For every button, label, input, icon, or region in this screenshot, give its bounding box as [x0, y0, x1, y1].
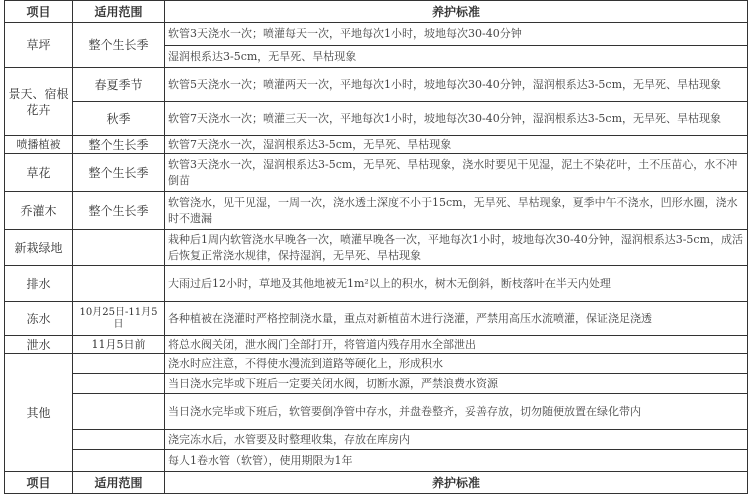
scope-cell: 整个生长季 — [73, 136, 165, 154]
table-row — [5, 230, 748, 266]
standard-cell: 软管3天浇水一次；喷灌每天一次，平地每次1小时，坡地每次30-40分钟 — [165, 23, 748, 46]
item-cell: 新栽绿地 — [5, 230, 73, 266]
footer-header-item: 项目 — [5, 472, 73, 494]
table-header-row — [5, 1, 748, 23]
standard-cell: 软管7天浇水一次，湿润根系达3-5cm，无旱死、旱枯现象 — [165, 136, 748, 154]
item-cell: 喷播植被 — [5, 136, 73, 154]
standard-cell: 浇水时应注意，不得使水漫流到道路等硬化上，形成积水 — [165, 354, 748, 374]
standard-cell: 软管7天浇水一次；喷灌三天一次，平地每次1小时，坡地每次30-40分钟，湿润根系达3-5cm，无旱死、旱枯现象 — [165, 102, 748, 136]
table-row — [5, 336, 748, 354]
scope-cell — [73, 374, 165, 394]
table-row — [5, 374, 748, 394]
item-cell: 排水 — [5, 266, 73, 302]
table-row — [5, 154, 748, 192]
item-cell: 泄水 — [5, 336, 73, 354]
scope-cell — [73, 394, 165, 430]
scope-cell: 春夏季节 — [73, 68, 165, 102]
table-row — [5, 450, 748, 472]
table-row — [5, 266, 748, 302]
standard-cell: 软管浇水，见干见湿，一周一次，浇水透土深度不小于15cm，无旱死、旱枯现象，夏季中午不浇水，凹形水圈，浇水时不遗漏 — [165, 192, 748, 230]
table-row — [5, 430, 748, 450]
item-cell: 草花 — [5, 154, 73, 192]
footer-header-scope: 适用范围 — [73, 472, 165, 494]
header-item: 项目 — [5, 1, 73, 23]
table-row — [5, 354, 748, 374]
table-row — [5, 302, 748, 336]
standard-cell: 软管5天浇水一次；喷灌两天一次，平地每次1小时，坡地每次30-40分钟，湿润根系达3-5cm，无旱死、旱枯现象 — [165, 68, 748, 102]
table-row — [5, 23, 748, 46]
table-row — [5, 102, 748, 136]
standard-cell: 浇完冻水后，水管要及时整理收集，存放在库房内 — [165, 430, 748, 450]
table-row — [5, 394, 748, 430]
scope-cell: 整个生长季 — [73, 192, 165, 230]
maintenance-standards-table — [4, 0, 748, 494]
standard-cell: 大雨过后12小时，草地及其他地被无1m²以上的积水，树木无倒斜，断枝落叶在半天内处理 — [165, 266, 748, 302]
item-cell: 乔灌木 — [5, 192, 73, 230]
table-row — [5, 136, 748, 154]
scope-cell — [73, 354, 165, 374]
standard-cell: 每人1卷水管（软管），使用期限为1年 — [165, 450, 748, 472]
scope-cell — [73, 450, 165, 472]
footer-header-standard: 养护标准 — [165, 472, 748, 494]
item-cell: 景天、宿根花卉 — [5, 68, 73, 136]
scope-cell — [73, 230, 165, 266]
item-cell: 其他 — [5, 354, 73, 472]
item-cell: 冻水 — [5, 302, 73, 336]
scope-cell: 11月5日前 — [73, 336, 165, 354]
standard-cell: 各种植被在浇灌时严格控制浇水量，重点对新植苗木进行浇灌，严禁用高压水流喷灌，保证浇足浇透 — [165, 302, 748, 336]
scope-cell — [73, 430, 165, 450]
standard-cell: 栽种后1周内软管浇水早晚各一次，喷灌早晚各一次，平地每次1小时，坡地每次30-40分钟，湿润根系达3-5cm，成活后恢复正常浇水规律，保持湿润，无旱死、旱枯现象 — [165, 230, 748, 266]
scope-cell: 秋季 — [73, 102, 165, 136]
standard-cell: 湿润根系达3-5cm，无旱死、旱枯现象 — [165, 46, 748, 68]
table-row — [5, 68, 748, 102]
scope-cell: 整个生长季 — [73, 23, 165, 68]
standard-cell: 当日浇水完毕或下班后，软管要倒净管中存水，并盘卷整齐，妥善存放，切勿随便放置在绿化带内 — [165, 394, 748, 430]
standard-cell: 软管3天浇水一次，湿润根系达3-5cm，无旱死、旱枯现象，浇水时要见干见湿，泥土不染花叶，土不压苗心，水不冲倒苗 — [165, 154, 748, 192]
table-row — [5, 192, 748, 230]
scope-cell: 整个生长季 — [73, 154, 165, 192]
header-standard: 养护标准 — [165, 1, 748, 23]
scope-cell — [73, 266, 165, 302]
scope-cell: 10月25日-11月5日 — [73, 302, 165, 336]
standard-cell: 将总水阀关闭，泄水阀门全部打开，将管道内残存用水全部泄出 — [165, 336, 748, 354]
standard-cell: 当日浇水完毕或下班后一定要关闭水阀，切断水源，严禁浪费水资源 — [165, 374, 748, 394]
header-scope: 适用范围 — [73, 1, 165, 23]
item-cell: 草坪 — [5, 23, 73, 68]
table-footer-header-row — [5, 472, 748, 494]
